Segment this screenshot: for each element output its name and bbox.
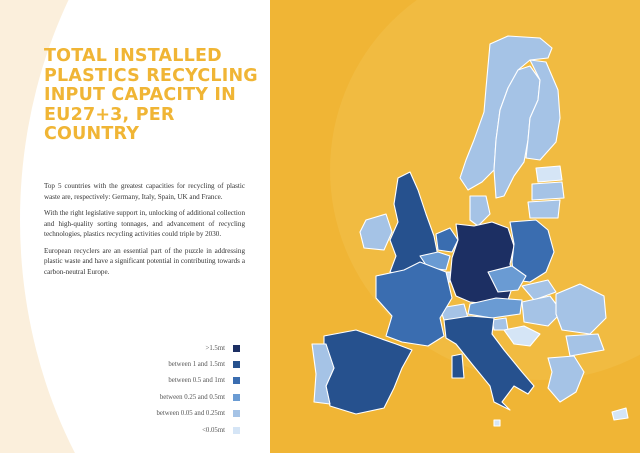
- country-greece: [548, 356, 584, 402]
- country-lithuania: [528, 200, 560, 218]
- country-latvia: [532, 182, 564, 200]
- body-text: [44, 181, 245, 283]
- legend-row-0.5-to-1mt: [60, 373, 240, 389]
- country-estonia: [536, 166, 562, 182]
- paragraph-top-countries: Top 5 countries with the greatest capacities for recycling of plastic waste are, respectively: Germany, Italy, Spain, UK and France.: [44, 182, 245, 201]
- legend-swatch: [233, 427, 240, 434]
- legend-row-under-0.05mt: [60, 422, 240, 438]
- country-france: [376, 262, 452, 346]
- legend-row-1-to-1.5mt: [60, 356, 240, 372]
- legend-label: between 0.05 and 0.25mt: [156, 410, 225, 418]
- legend-label: between 0.25 and 0.5mt: [159, 393, 225, 401]
- map-panel: [270, 0, 640, 453]
- legend-label: <0.05mt: [202, 426, 225, 434]
- europe-map: [270, 0, 640, 453]
- country-ireland: [360, 214, 392, 250]
- legend-swatch: [233, 394, 240, 401]
- paragraph-recyclers: European recyclers are an essential part of the puzzle in addressing plastic waste and have a significant potential in contributing towards a carbon-neutral Europe.: [44, 246, 245, 276]
- country-malta: [494, 420, 500, 426]
- legend-label: between 0.5 and 1mt: [168, 377, 225, 385]
- country-denmark: [470, 196, 490, 226]
- legend-swatch: [233, 377, 240, 384]
- country-romania: [556, 284, 606, 334]
- legend-row-0.05-to-0.25mt: [60, 406, 240, 422]
- country-spain: [324, 330, 412, 414]
- country-cyprus: [612, 408, 628, 420]
- paragraph-legislative-support: With the right legislative support in, unlocking of additional collection and high-quality sorting tonnages, and advancement of recycling technologies, plastics recycling activities could triple by 2030.: [44, 208, 245, 239]
- legend-row-0.25-to-0.5mt: [60, 389, 240, 405]
- legend-swatch: [233, 345, 240, 352]
- country-croatia: [504, 326, 540, 346]
- legend-swatch: [233, 361, 240, 368]
- legend-swatch: [233, 410, 240, 417]
- country-slovenia: [492, 318, 508, 330]
- map-legend: [60, 340, 240, 438]
- legend-label: >1.5mt: [205, 344, 225, 352]
- country-sardinia: [452, 354, 464, 378]
- legend-label: between 1 and 1.5mt: [168, 361, 225, 369]
- country-bulgaria: [566, 334, 604, 356]
- legend-row-over-1.5mt: [60, 340, 240, 356]
- page-title: TOTAL INSTALLED PLASTICS RECYCLING INPUT CAPACITY IN EU27+3, PER COUNTRY: [44, 46, 258, 144]
